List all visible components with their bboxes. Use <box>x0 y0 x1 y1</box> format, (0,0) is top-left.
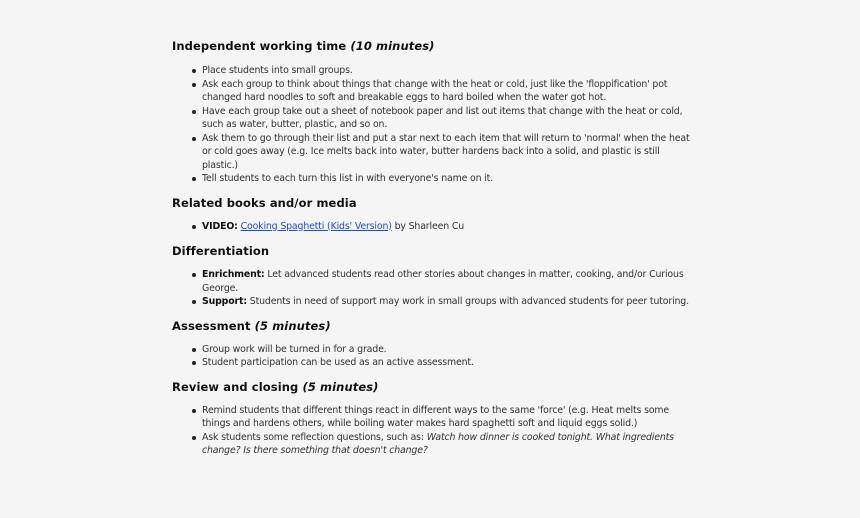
list-item: Ask them to go through their list and put a star next to each item that will return to 'normal' when the heat or cold goes away (e.g. Ice melts back into water, butter hardens back into a solid, and plastic is still plastic.) <box>202 132 692 173</box>
heading-title: Differentiation <box>172 244 270 258</box>
section-differentiation <box>172 244 692 309</box>
item-lead-label: Enrichment: <box>202 269 265 280</box>
item-text: Let advanced students read other stories about changes in matter, cooking, and/or Curious George. <box>202 269 684 294</box>
video-link[interactable]: Cooking Spaghetti (Kids' Version) <box>240 220 392 232</box>
list-item: Place students into small groups. <box>202 64 692 78</box>
heading-title: Related books and/or media <box>172 195 357 210</box>
section-independent-working-time <box>172 39 692 186</box>
bullet-list <box>172 343 692 370</box>
heading-title: Review and closing <box>172 379 299 394</box>
section-related-media <box>172 196 692 234</box>
heading-duration: (10 minutes) <box>350 39 435 53</box>
section-assessment <box>172 319 692 370</box>
item-lead-label: Support: <box>202 296 247 307</box>
section-heading <box>172 196 692 210</box>
list-item: Remind students that different things react in different ways to the same 'force' (e.g. Heat melts some things and hardens others, while boiling water makes hard spaghetti soft and liquid eggs solid.) <box>202 404 692 431</box>
item-lead-label: VIDEO: <box>202 220 238 232</box>
heading-duration: (5 minutes) <box>254 318 331 333</box>
heading-title: Independent working time <box>172 39 347 53</box>
list-item <box>202 431 692 458</box>
bullet-list <box>172 64 692 186</box>
heading-duration: (5 minutes) <box>302 379 379 394</box>
item-text: Ask students some reflection questions, such as: <box>202 431 424 443</box>
bullet-list <box>172 220 692 234</box>
list-item: Group work will be turned in for a grade. <box>202 343 692 357</box>
lesson-plan-document <box>172 39 692 458</box>
item-text: by Sharleen Cu <box>394 220 465 232</box>
list-item <box>202 295 692 309</box>
item-text: Students in need of support may work in small groups with advanced students for peer tutoring. <box>249 296 689 307</box>
section-heading <box>172 244 692 258</box>
reflection-questions: Watch how dinner is cooked tonight. What ingredients change? Is there something that doesn't change? <box>202 431 674 456</box>
section-heading <box>172 380 692 394</box>
list-item: Ask each group to think about things that change with the heat or cold, just like the 'floppification' pot changed hard noodles to soft and breakable eggs to hard boiled when the water got hot. <box>202 78 692 105</box>
heading-title: Assessment <box>172 318 251 333</box>
section-heading <box>172 39 692 53</box>
list-item: Have each group take out a sheet of notebook paper and list out items that change with the heat or cold, such as water, butter, plastic, and so on. <box>202 105 692 132</box>
list-item: Student participation can be used as an active assessment. <box>202 356 692 370</box>
section-review-and-closing <box>172 380 692 458</box>
list-item <box>202 220 692 234</box>
list-item: Tell students to each turn this list in with everyone's name on it. <box>202 172 692 186</box>
bullet-list <box>172 404 692 458</box>
list-item <box>202 268 692 295</box>
bullet-list <box>172 268 692 309</box>
section-heading <box>172 319 692 333</box>
